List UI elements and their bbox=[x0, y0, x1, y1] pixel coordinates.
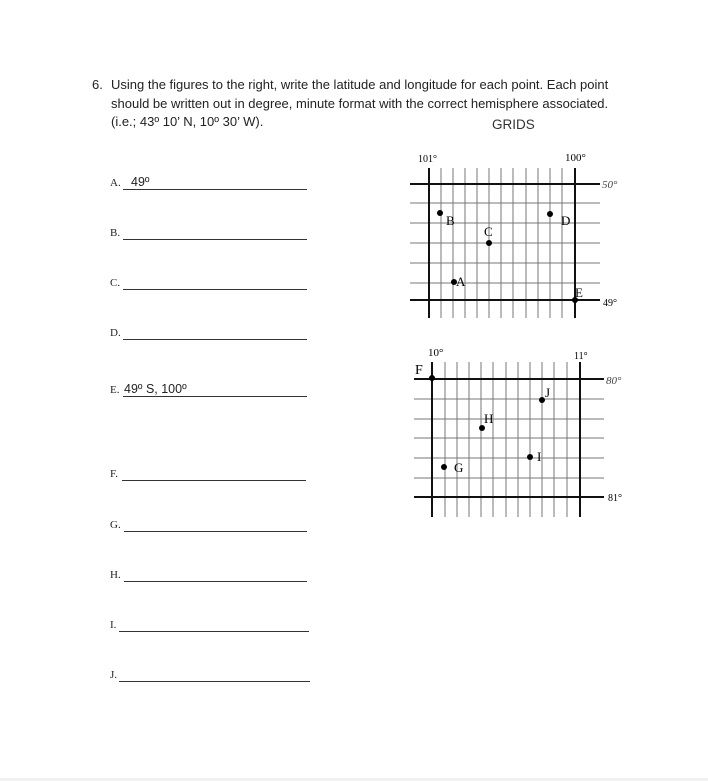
point-f-label: F bbox=[415, 363, 423, 378]
answer-label: D. bbox=[110, 327, 121, 339]
point-g-dot bbox=[441, 464, 447, 470]
answer-label: C. bbox=[110, 277, 121, 289]
answer-label: E. bbox=[110, 384, 120, 396]
answer-label: J. bbox=[110, 669, 118, 681]
grid-2-minor-lines bbox=[414, 362, 604, 517]
grid-2-lat-top: 80° bbox=[606, 375, 622, 387]
point-f-dot bbox=[429, 375, 435, 381]
answer-value: 49º bbox=[131, 175, 150, 189]
grid-1-lat-top: 50° bbox=[602, 179, 618, 191]
answer-value: 49º S, 100º bbox=[124, 382, 187, 396]
answer-label: G. bbox=[110, 519, 121, 531]
question-line-2: should be written out in degree, minute format with the correct hemisphere associated. bbox=[111, 95, 609, 111]
answer-label: F. bbox=[110, 468, 118, 480]
point-h-label: H bbox=[484, 411, 494, 426]
answer-label: H. bbox=[110, 569, 121, 581]
point-i-dot bbox=[527, 454, 533, 460]
grid-1-lon-right: 100° bbox=[565, 152, 586, 164]
question-number: 6. bbox=[92, 77, 103, 92]
grid-2-lat-bottom: 81° bbox=[608, 493, 622, 504]
answer-label: B. bbox=[110, 227, 121, 239]
grid-1-lat-bottom: 49° bbox=[603, 298, 617, 309]
point-d-label: D bbox=[561, 213, 571, 228]
point-g-label: G bbox=[454, 460, 464, 475]
answer-label: I. bbox=[110, 619, 117, 631]
grid-1-lon-left: 101° bbox=[418, 154, 437, 165]
point-c-label: C bbox=[484, 224, 493, 239]
point-i-label: I bbox=[537, 449, 542, 464]
grids-title: GRIDS bbox=[492, 117, 535, 132]
grid-2-major-lines bbox=[414, 362, 604, 517]
grid-2-lon-right: 11° bbox=[574, 351, 588, 362]
point-b-label: B bbox=[446, 213, 455, 228]
grid-2-lon-left: 10° bbox=[428, 347, 444, 359]
answer-label: A. bbox=[110, 177, 121, 189]
point-e-label: E bbox=[575, 285, 583, 300]
point-a-label: A bbox=[456, 274, 466, 289]
question-line-1: Using the figures to the right, write the latitude and longitude for each point. Each point bbox=[111, 77, 609, 92]
point-j-label: J bbox=[545, 385, 551, 400]
question-line-3: (i.e.; 43º 10’ N, 10º 30’ W). bbox=[111, 114, 264, 129]
